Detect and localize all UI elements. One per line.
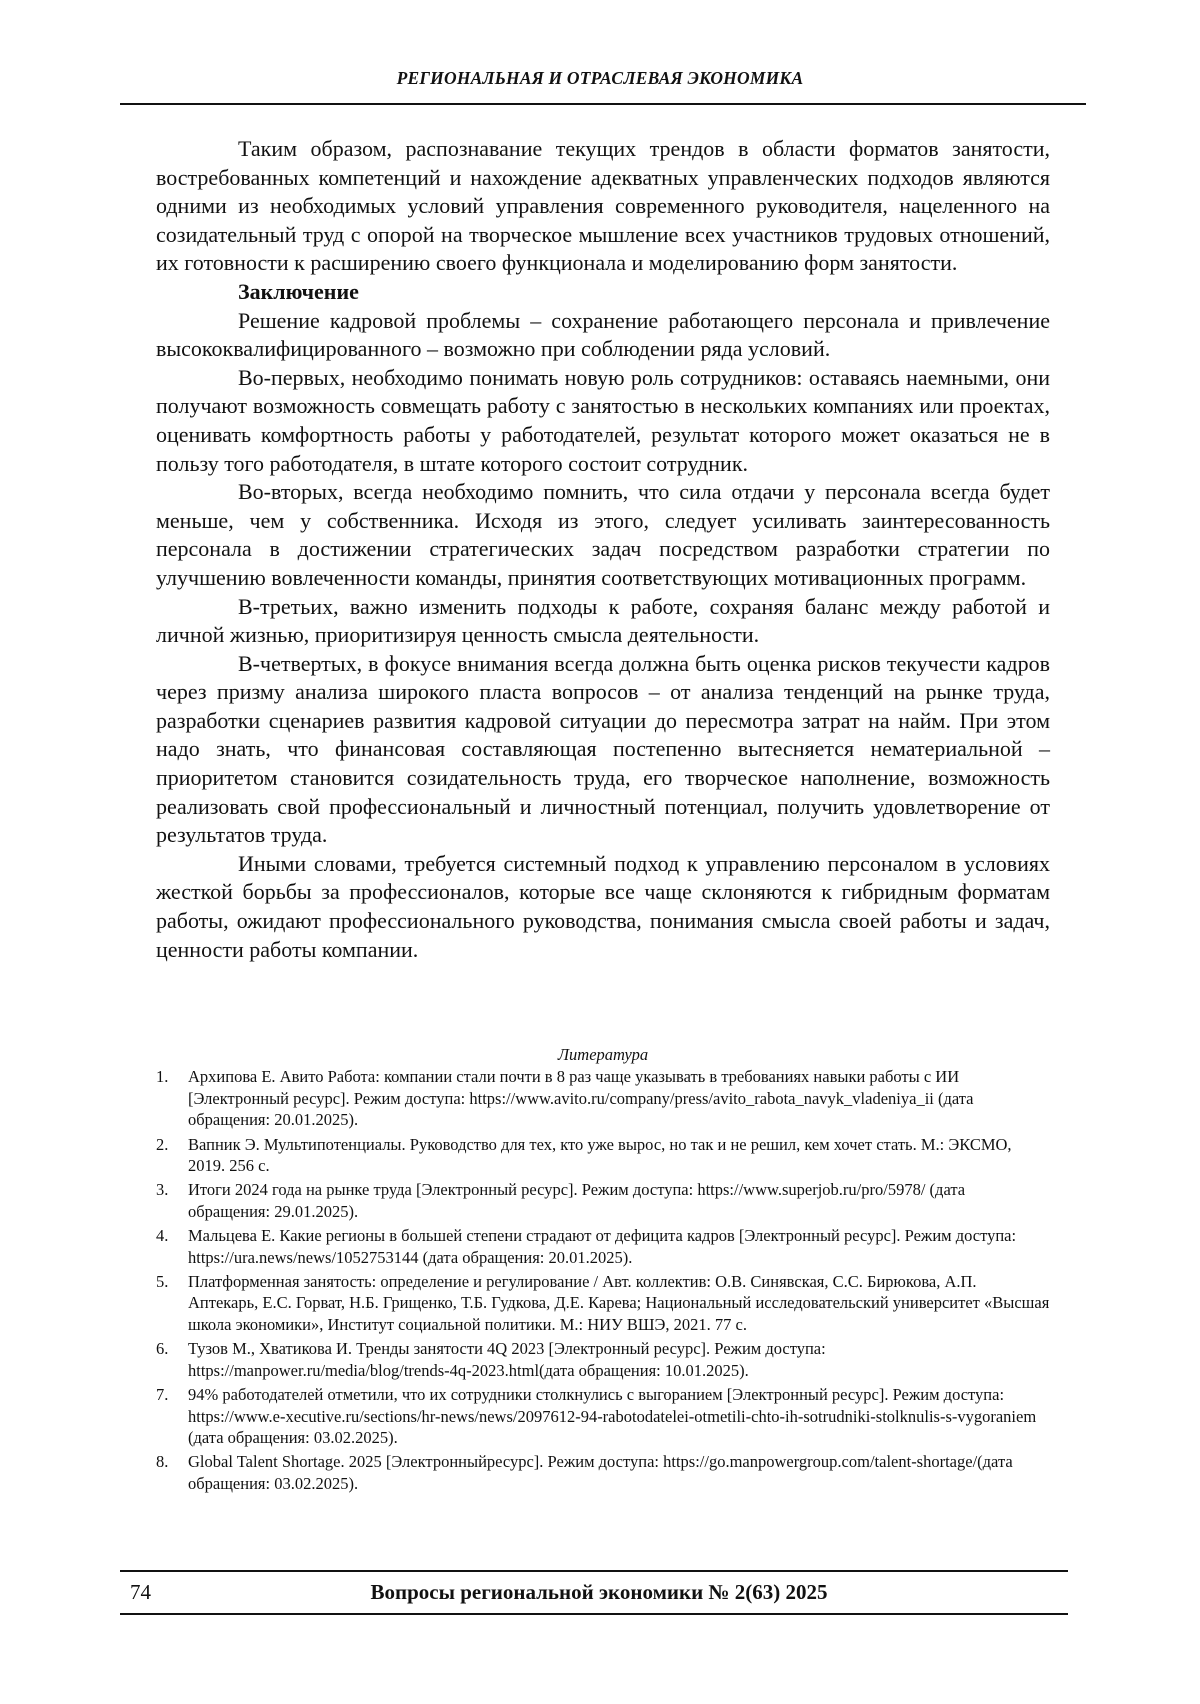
reference-item: [156, 1451, 1050, 1494]
footer-divider-bottom: [120, 1613, 1068, 1615]
paragraph-third: В-третьих, важно изменить подходы к работе, сохраняя баланс между работой и личной жизнью, приоритизируя ценность смысла деятельности.: [156, 593, 1050, 648]
reference-item: [156, 1271, 1050, 1335]
reference-number: 6.: [156, 1339, 169, 1359]
reference-text: Архипова Е. Авито Работа: компании стали почти в 8 раз чаще указывать в требованиях навыки работы с ИИ [Электронный ресурс]. Режим доступа: https://www.avito.ru/company/press/avito_rabota_navyk_vladeniya_ii (дата обращения: 20.01.2025).: [188, 1067, 974, 1130]
paragraph-second: Во-вторых, всегда необходимо помнить, что сила отдачи у персонала всегда будет меньше, чем у собственника. Исходя из этого, следует усиливать заинтересованность персонала в достижении стратегических задач посредством разработки стратегии по улучшению вовлеченности команды, принятия соответствующих мотивационных программ.: [156, 479, 1050, 590]
reference-item: [156, 1066, 1050, 1130]
reference-number: 7.: [156, 1385, 169, 1405]
reference-item: [156, 1338, 1050, 1381]
paragraph-final: Иными словами, требуется системный подход к управлению персоналом в условиях жесткой борьбы за профессионалов, которые все чаще склоняются к гибридным форматам работы, ожидают профессионального руководства, понимания смысла своей работы и задач, ценности работы компании.: [156, 850, 1050, 962]
reference-text: Вапник Э. Мультипотенциалы. Руководство для тех, кто уже вырос, но так и не решил, кем хочет стать. М.: ЭКСМО, 2019. 256 с.: [188, 1134, 1012, 1176]
reference-number: 4.: [156, 1226, 169, 1246]
journal-title: Вопросы региональной экономики № 2(63) 2025: [370, 1580, 828, 1604]
reference-item: [156, 1225, 1050, 1268]
reference-number: 8.: [156, 1452, 169, 1472]
reference-text: Итоги 2024 года на рынке труда [Электронный ресурс]. Режим доступа: https://www.superjob.ru/pro/5978/ (дата обращения: 29.01.2025).: [188, 1180, 966, 1221]
conclusion-heading: Заключение: [238, 278, 359, 304]
reference-number: 2.: [156, 1134, 169, 1154]
paragraph-first: Во-первых, необходимо понимать новую роль сотрудников: оставаясь наемными, они получают возможность совмещать работу с занятостью в нескольких компаниях или проектах, оценивать комфортность работы у работодателей, результат которого может оказаться не в пользу того работодателя, в штате которого состоит сотрудник.: [156, 364, 1050, 476]
references-section: [156, 1044, 1050, 1497]
footer-divider-top: [120, 1570, 1068, 1572]
page-footer: [130, 1578, 1068, 1612]
references-title: Литература: [557, 1045, 649, 1064]
header-divider: [120, 103, 1086, 105]
reference-text: Тузов М., Хватикова И. Тренды занятости 4Q 2023 [Электронный ресурс]. Режим доступа: https://manpower.ru/media/blog/trends-4q-2023.html(дата обращения: 10.01.2025).: [188, 1339, 826, 1380]
reference-item: [156, 1134, 1050, 1177]
reference-number: 1.: [156, 1067, 169, 1087]
article-body: [156, 135, 1050, 964]
reference-text: Мальцева Е. Какие регионы в большей степени страдают от дефицита кадров [Электронный ресурс]. Режим доступа: https://ura.news/news/1052753144 (дата обращения: 20.01.2025).: [188, 1226, 1017, 1267]
references-list: [156, 1066, 1050, 1494]
reference-item: [156, 1384, 1050, 1448]
paragraph-conclusion-intro: Решение кадровой проблемы – сохранение работающего персонала и привлечение высококвалифицированного – возможно при соблюдении ряда условий.: [156, 307, 1050, 362]
paragraph-summary: Таким образом, распознавание текущих трендов в области форматов занятости, востребованных компетенций и нахождение адекватных управленческих подходов являются одними из необходимых условий управления современного руководителя, нацеленного на созидательный труд с опорой на творческое мышление всех участников трудовых отношений, их готовности к расширению своего функционала и моделированию форм занятости.: [156, 136, 1050, 276]
reference-text: Global Talent Shortage. 2025 [Электронныйресурс]. Режим доступа: https://go.manpowergroup.com/talent-shortage/(дата обращения: 03.02.2025).: [188, 1452, 1013, 1493]
page-number: 74: [130, 1580, 151, 1604]
running-title: РЕГИОНАЛЬНАЯ И ОТРАСЛЕВАЯ ЭКОНОМИКА: [396, 68, 804, 88]
reference-text: 94% работодателей отметили, что их сотрудники столкнулись с выгоранием [Электронный ресурс]. Режим доступа: https://www.e-xecutive.ru/sections/hr-news/news/2097612-94-rabotodatelei-otmetili-chto-ih-sotrudniki-stolknulis-s-vygoraniem (дата обращения: 03.02.2025).: [188, 1385, 1037, 1447]
reference-number: 5.: [156, 1272, 169, 1292]
reference-text: Платформенная занятость: определение и регулирование / Авт. коллектив: О.В. Синявская, С.С. Бирюкова, А.П. Аптекарь, Е.С. Горват, Н.Б. Грищенко, Т.Б. Гудкова, Д.Е. Карева; Национальный исследовательский университет «Высшая школа экономики», Институт социальной политики. М.: НИУ ВШЭ, 2021. 77 с.: [188, 1272, 1050, 1334]
reference-item: [156, 1179, 1050, 1222]
paragraph-fourth: В-четвертых, в фокусе внимания всегда должна быть оценка рисков текучести кадров через призму анализа широкого пласта вопросов – от анализа тенденций на рынке труда, разработки сценариев развития кадровой ситуации до пересмотра затрат на найм. При этом надо знать, что финансовая составляющая постепенно вытесняется нематериальной – приоритетом становится созидательность труда, его творческое наполнение, возможность реализовать свой профессиональный и личностный потенциал, получить удовлетворение от результатов труда.: [156, 650, 1050, 848]
reference-number: 3.: [156, 1180, 169, 1200]
